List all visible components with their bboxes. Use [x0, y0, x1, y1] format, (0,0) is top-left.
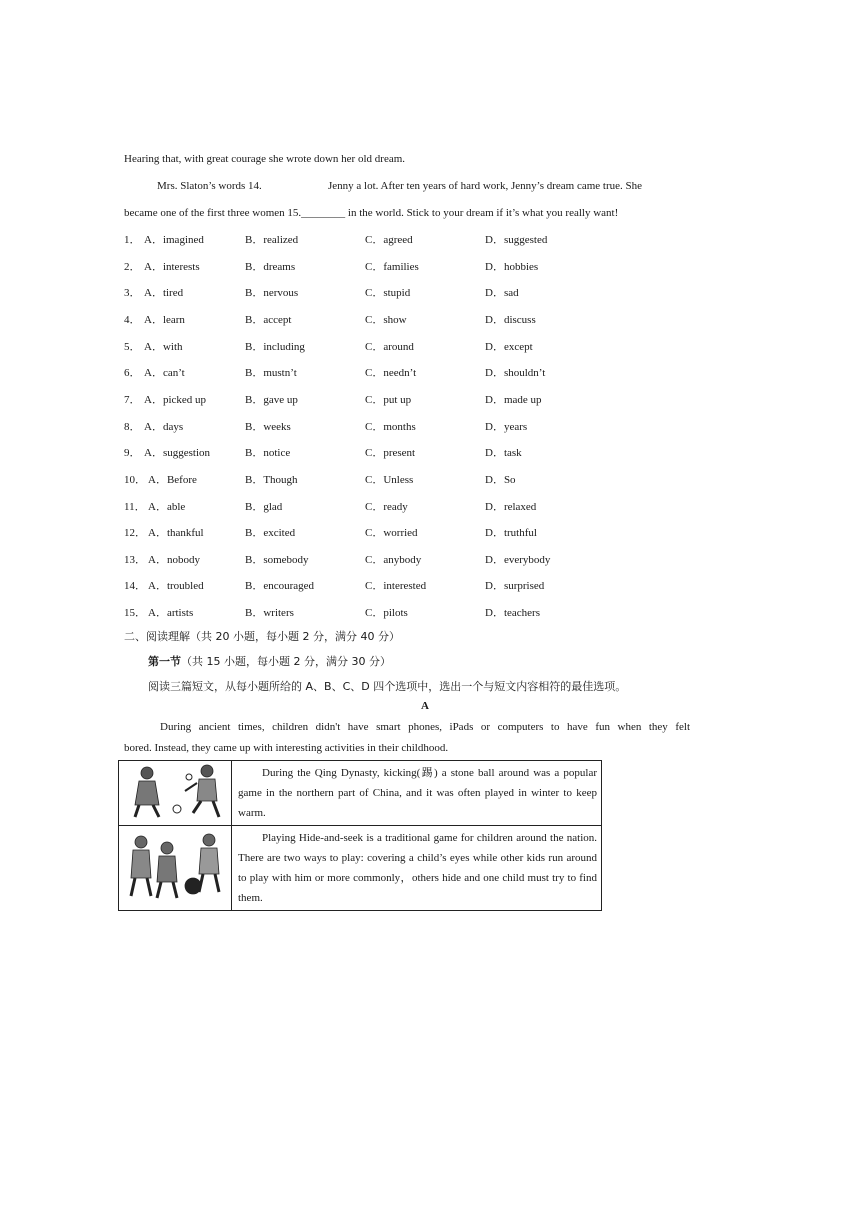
option-b: B．realized — [245, 234, 299, 246]
option-d: D．So — [485, 474, 516, 486]
option-a: A．nobody — [148, 554, 200, 566]
option-b: B．dreams — [245, 261, 296, 273]
passage-letter: A — [421, 700, 429, 712]
option-d: D．hobbies — [485, 261, 539, 273]
option-c: C．ready — [365, 501, 408, 513]
option-d: D．relaxed — [485, 501, 537, 513]
instructions: 阅读三篇短文，从每小题所给的 A、B、C、D 四个选项中，选出一个与短文内容相符的最佳选项。 — [148, 680, 627, 693]
option-c: C．stupid — [365, 287, 411, 299]
passage-line-3: became one of the first three women 15.________ in the world. Stick to your dream if it’s what you really want! — [124, 207, 619, 219]
games-table — [118, 760, 602, 911]
table-row — [119, 761, 602, 826]
option-d: D．surprised — [485, 580, 545, 592]
section-heading: 二、阅读理解（共 20 小题，每小题 2 分，满分 40 分） — [124, 630, 400, 643]
option-c: C．present — [365, 447, 416, 459]
option-d: D．shouldn’t — [485, 367, 546, 379]
option-c: C．around — [365, 341, 414, 353]
option-a: A．interests — [144, 261, 200, 273]
option-b: B．somebody — [245, 554, 309, 566]
option-b: B．Though — [245, 474, 298, 486]
option-a: A．with — [144, 341, 183, 353]
part-heading — [148, 655, 391, 669]
question-number: 7． — [124, 394, 141, 406]
question-number: 8． — [124, 421, 141, 433]
option-b: B．mustn’t — [245, 367, 297, 379]
option-b: B．accept — [245, 314, 292, 326]
table-row — [119, 826, 602, 911]
option-d: D．years — [485, 421, 528, 433]
option-a: A．days — [144, 421, 184, 433]
option-a: A．imagined — [144, 234, 204, 246]
question-number: 2． — [124, 261, 141, 273]
option-d: D．sad — [485, 287, 519, 299]
option-c: C．put up — [365, 394, 412, 406]
option-a: A．picked up — [144, 394, 207, 406]
option-c: C．worried — [365, 527, 418, 539]
option-a: A．troubled — [148, 580, 204, 592]
question-number: 11． — [124, 501, 146, 513]
option-d: D．suggested — [485, 234, 548, 246]
option-a: A．can’t — [144, 367, 185, 379]
option-b: B．weeks — [245, 421, 291, 433]
intro-line-2: bored. Instead, they came up with interesting activities in their childhood. — [124, 742, 449, 754]
option-c: C．Unless — [365, 474, 414, 486]
option-d: D．everybody — [485, 554, 551, 566]
option-c: C．families — [365, 261, 419, 273]
intro-line-1: During ancient times, children didn't have smart phones, iPads or computers to have fun when they felt — [160, 721, 690, 733]
option-d: D．task — [485, 447, 522, 459]
question-number: 6． — [124, 367, 141, 379]
game-text-hide-and-seek — [232, 826, 602, 911]
passage-line-2b: Jenny a lot. After ten years of hard work, Jenny’s dream came true. She — [328, 180, 643, 192]
option-b: B．including — [245, 341, 305, 353]
option-b: B．writers — [245, 607, 294, 619]
question-number: 14． — [124, 580, 146, 592]
option-d: D．discuss — [485, 314, 536, 326]
option-a: A．learn — [144, 314, 185, 326]
option-c: C．months — [365, 421, 416, 433]
part-rest: （共 15 小题，每小题 2 分，满分 30 分） — [181, 655, 391, 668]
option-a: A．Before — [148, 474, 197, 486]
passage-line-1: Hearing that, with great courage she wrote down her old dream. — [124, 153, 406, 165]
option-a: A．thankful — [148, 527, 204, 539]
option-d: D．truthful — [485, 527, 537, 539]
hide-and-seek-illustration — [119, 826, 232, 911]
option-c: C．needn’t — [365, 367, 417, 379]
option-c: C．pilots — [365, 607, 408, 619]
option-b: B．notice — [245, 447, 291, 459]
option-a: A．artists — [148, 607, 194, 619]
option-d: D．except — [485, 341, 533, 353]
option-a: A．suggestion — [144, 447, 210, 459]
option-c: C．agreed — [365, 234, 413, 246]
option-b: B．excited — [245, 527, 296, 539]
option-c: C．anybody — [365, 554, 422, 566]
question-number: 15． — [124, 607, 146, 619]
option-b: B．nervous — [245, 287, 299, 299]
question-number: 3． — [124, 287, 141, 299]
option-d: D．made up — [485, 394, 542, 406]
question-number: 12． — [124, 527, 146, 539]
option-c: C．show — [365, 314, 407, 326]
option-b: B．encouraged — [245, 580, 315, 592]
option-d: D．teachers — [485, 607, 540, 619]
question-number: 10． — [124, 474, 146, 486]
option-b: B．glad — [245, 501, 283, 513]
passage-line-2a: Mrs. Slaton’s words 14. — [157, 180, 262, 192]
question-number: 9． — [124, 447, 141, 459]
option-a: A．able — [148, 501, 186, 513]
option-c: C．interested — [365, 580, 427, 592]
game-description: During the Qing Dynasty, kicking(踢) a stone ball around was a popular game in the northern part of China, and it was often played in winter to keep warm. — [238, 767, 597, 819]
part-label: 第一节 — [148, 655, 181, 668]
question-number: 5． — [124, 341, 141, 353]
question-number: 1． — [124, 234, 141, 246]
game-description: Playing Hide-and-seek is a traditional game for children around the nation. There are two ways to play: covering a child’s eyes while other kids run around to play with him or more commonly，others hide and one child must try to find them. — [238, 832, 597, 904]
question-number: 4． — [124, 314, 141, 326]
option-a: A．tired — [144, 287, 184, 299]
game-text-kick-ball — [232, 761, 602, 826]
option-b: B．gave up — [245, 394, 298, 406]
question-number: 13． — [124, 554, 146, 566]
kick-ball-illustration — [119, 761, 232, 826]
